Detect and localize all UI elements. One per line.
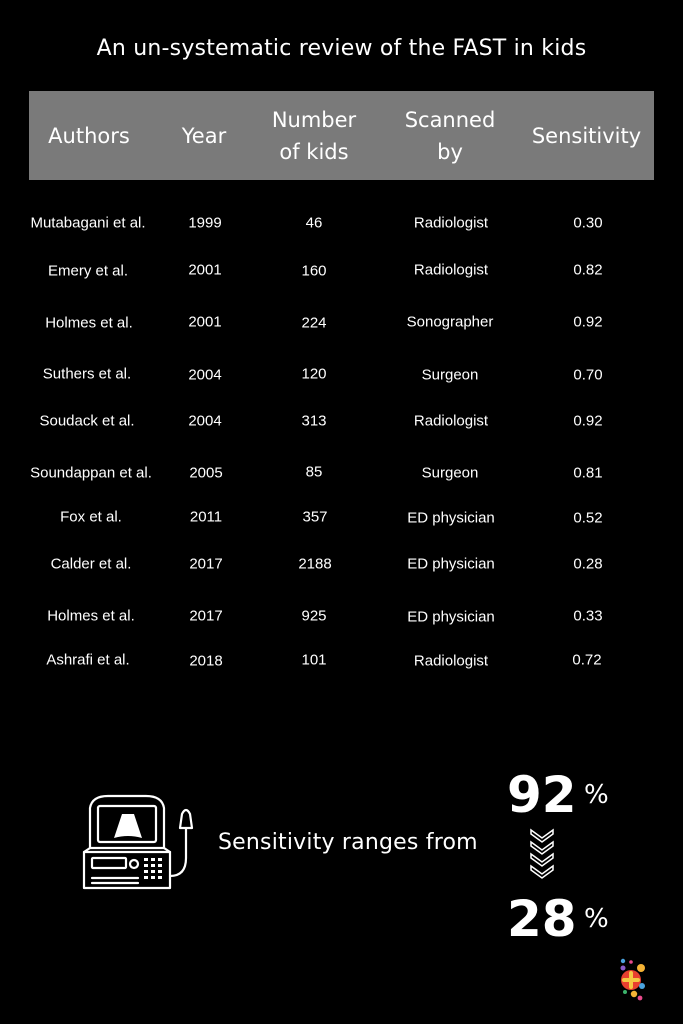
- sensitivity-low-value: 28: [507, 890, 577, 948]
- cell-year: 2001: [188, 313, 222, 331]
- cell-author: Ashrafi et al.: [46, 651, 130, 669]
- percent-sign-high: %: [584, 780, 609, 810]
- cell-scanned-by: Surgeon: [421, 464, 479, 482]
- cell-author: Soundappan et al.: [30, 464, 152, 482]
- cell-author: Emery et al.: [47, 262, 129, 280]
- cell-scanned-by: ED physician: [407, 608, 495, 626]
- cell-kids: 224: [301, 314, 327, 332]
- cell-year: 2004: [188, 366, 222, 384]
- cell-year: 2017: [189, 555, 223, 573]
- cell-kids: 357: [302, 508, 328, 526]
- cell-scanned-by: ED physician: [407, 555, 495, 573]
- cell-year: 2017: [189, 607, 223, 625]
- cell-kids: 85: [305, 463, 323, 481]
- cell-kids: 101: [301, 651, 327, 669]
- cell-author: Fox et al.: [60, 508, 122, 526]
- header-authors: Authors: [48, 123, 130, 148]
- ultrasound-machine-icon: [78, 792, 198, 892]
- cell-sensitivity: 0.72: [572, 651, 602, 669]
- header-year: Year: [181, 123, 227, 148]
- cell-scanned-by: Radiologist: [413, 652, 489, 670]
- cell-scanned-by: Sonographer: [406, 313, 494, 331]
- sensitivity-high-value: 92: [507, 766, 577, 824]
- cell-scanned-by: Surgeon: [421, 366, 479, 384]
- plus-logo-icon: [614, 956, 654, 1006]
- cell-scanned-by: Radiologist: [413, 261, 489, 279]
- cell-author: Mutabagani et al.: [30, 214, 146, 232]
- cell-scanned-by: Radiologist: [413, 214, 489, 232]
- cell-kids: 46: [305, 214, 323, 232]
- cell-author: Soudack et al.: [39, 412, 135, 430]
- table-header: [29, 91, 654, 180]
- cell-year: 1999: [188, 214, 222, 232]
- cell-scanned-by: Radiologist: [413, 412, 489, 430]
- cell-scanned-by: ED physician: [407, 509, 495, 527]
- percent-sign-low: %: [584, 904, 609, 934]
- cell-sensitivity: 0.92: [573, 313, 603, 331]
- cell-year: 2018: [189, 652, 223, 670]
- cell-author: Suthers et al.: [42, 365, 132, 383]
- cell-sensitivity: 0.92: [573, 412, 603, 430]
- cell-year: 2004: [188, 412, 222, 430]
- header-scanned-by: Scanned by: [404, 107, 496, 164]
- page-title: An un-systematic review of the FAST in kids: [96, 36, 587, 61]
- cell-author: Holmes et al.: [45, 314, 133, 332]
- cell-sensitivity: 0.70: [573, 366, 603, 384]
- cell-kids: 925: [301, 607, 327, 625]
- cell-sensitivity: 0.81: [573, 464, 603, 482]
- cell-sensitivity: 0.30: [573, 214, 603, 232]
- cell-sensitivity: 0.28: [573, 555, 603, 573]
- cell-author: Holmes et al.: [47, 607, 135, 625]
- cell-kids: 2188: [298, 555, 332, 573]
- cell-kids: 160: [301, 262, 327, 280]
- header-number-of-kids: Number of kids: [271, 107, 357, 164]
- sensitivity-range-text: Sensitivity ranges from: [218, 830, 478, 855]
- cell-year: 2011: [189, 508, 223, 526]
- cell-year: 2005: [189, 464, 223, 482]
- cell-kids: 120: [301, 365, 327, 383]
- cell-kids: 313: [301, 412, 327, 430]
- cell-sensitivity: 0.33: [573, 607, 603, 625]
- cell-author: Calder et al.: [50, 555, 132, 573]
- chevron-down-icon: [528, 828, 556, 888]
- cell-sensitivity: 0.82: [573, 261, 603, 279]
- cell-sensitivity: 0.52: [573, 509, 603, 527]
- cell-year: 2001: [188, 261, 222, 279]
- header-sensitivity: Sensitivity: [531, 123, 642, 148]
